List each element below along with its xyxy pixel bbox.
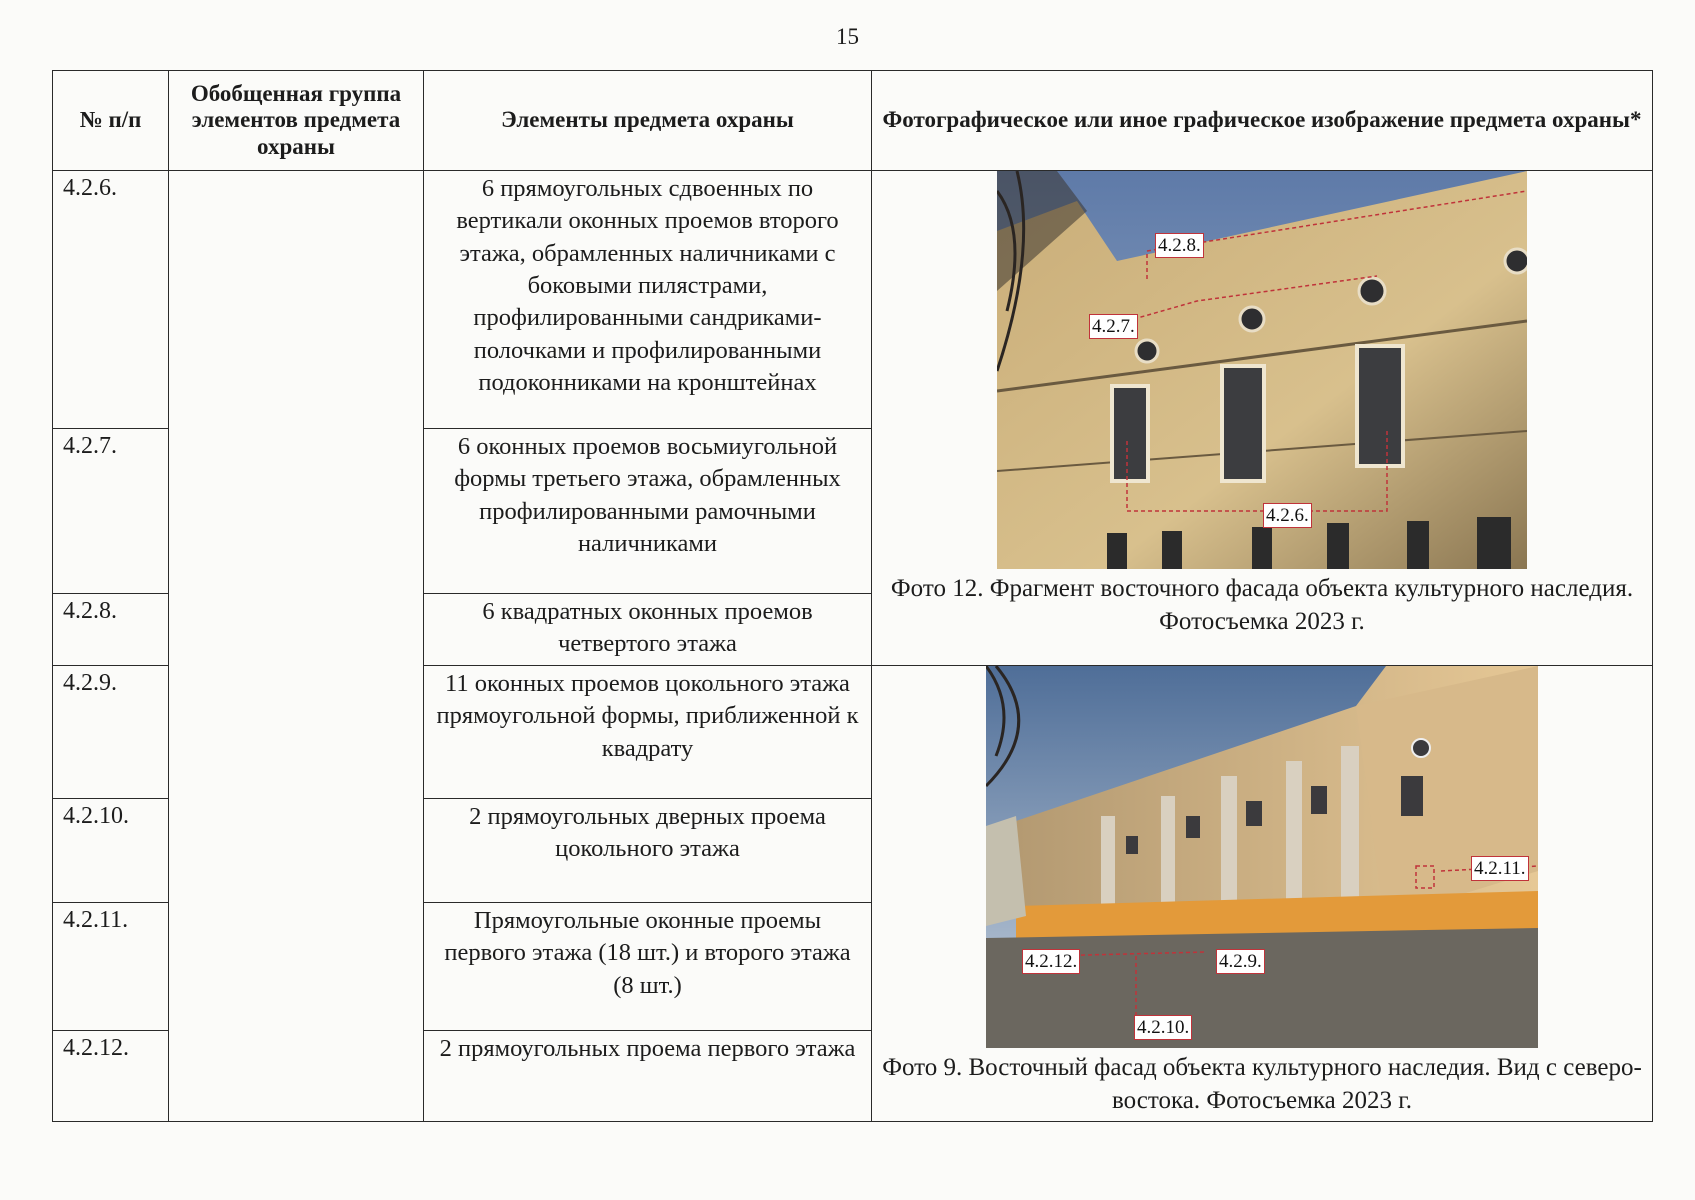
- label-4-2-7: 4.2.7.: [1089, 314, 1138, 339]
- row-number: 4.2.11.: [53, 903, 169, 1031]
- photo9: [986, 666, 1538, 1048]
- header-num: № п/п: [53, 71, 169, 171]
- row-number: 4.2.12.: [53, 1031, 169, 1122]
- header-group: Обобщенная группа элементов предмета охраны: [169, 71, 424, 171]
- row-number: 4.2.8.: [53, 594, 169, 666]
- photo9-caption: Фото 9. Восточный фасад объекта культурного наследия. Вид с северо-востока. Фотосъемка 2023 г.: [882, 1054, 1642, 1114]
- element-text: 11 оконных проемов цокольного этажа прямоугольной формы, приближенной к квадрату: [424, 666, 872, 799]
- page-number: 15: [836, 24, 859, 49]
- label-4-2-11: 4.2.11.: [1471, 856, 1529, 881]
- protection-table: [52, 70, 1653, 1122]
- table-row: [53, 171, 1653, 429]
- facade-photo-9: [986, 666, 1538, 1048]
- element-text: Прямоугольные оконные проемы первого этажа (18 шт.) и второго этажа (8 шт.): [424, 903, 872, 1031]
- element-text: 6 оконных проемов восьмиугольной формы третьего этажа, обрамленных профилированными рамочными наличниками: [424, 429, 872, 594]
- label-4-2-9: 4.2.9.: [1216, 949, 1265, 974]
- header-elements: Элементы предмета охраны: [424, 71, 872, 171]
- photo12-cell: [872, 171, 1653, 666]
- row-number: 4.2.9.: [53, 666, 169, 799]
- element-text: 2 прямоугольных проема первого этажа: [424, 1031, 872, 1122]
- header-row: [53, 71, 1653, 171]
- label-4-2-12: 4.2.12.: [1022, 949, 1080, 974]
- row-number: 4.2.6.: [53, 171, 169, 429]
- facade-photo-12: [997, 171, 1527, 569]
- photo9-cell: [872, 666, 1653, 1122]
- photo12-caption: Фото 12. Фрагмент восточного фасада объекта культурного наследия. Фотосъемка 2023 г.: [890, 575, 1634, 635]
- element-text: 6 квадратных оконных проемов четвертого этажа: [424, 594, 872, 666]
- element-text: 2 прямоугольных дверных проема цокольного этажа: [424, 799, 872, 903]
- row-number: 4.2.7.: [53, 429, 169, 594]
- group-cell: [169, 171, 424, 1122]
- photo12: [997, 171, 1527, 569]
- row-number: 4.2.10.: [53, 799, 169, 903]
- label-4-2-8: 4.2.8.: [1155, 233, 1204, 258]
- label-4-2-6: 4.2.6.: [1263, 503, 1312, 528]
- header-image: Фотографическое или иное графическое изображение предмета охраны*: [872, 71, 1653, 171]
- element-text: 6 прямоугольных сдвоенных по вертикали оконных проемов второго этажа, обрамленных наличниками с боковыми пилястрами, профилированными сандриками-полочками и профилированными подоконниками на кронштейнах: [424, 171, 872, 429]
- label-4-2-10: 4.2.10.: [1134, 1015, 1192, 1040]
